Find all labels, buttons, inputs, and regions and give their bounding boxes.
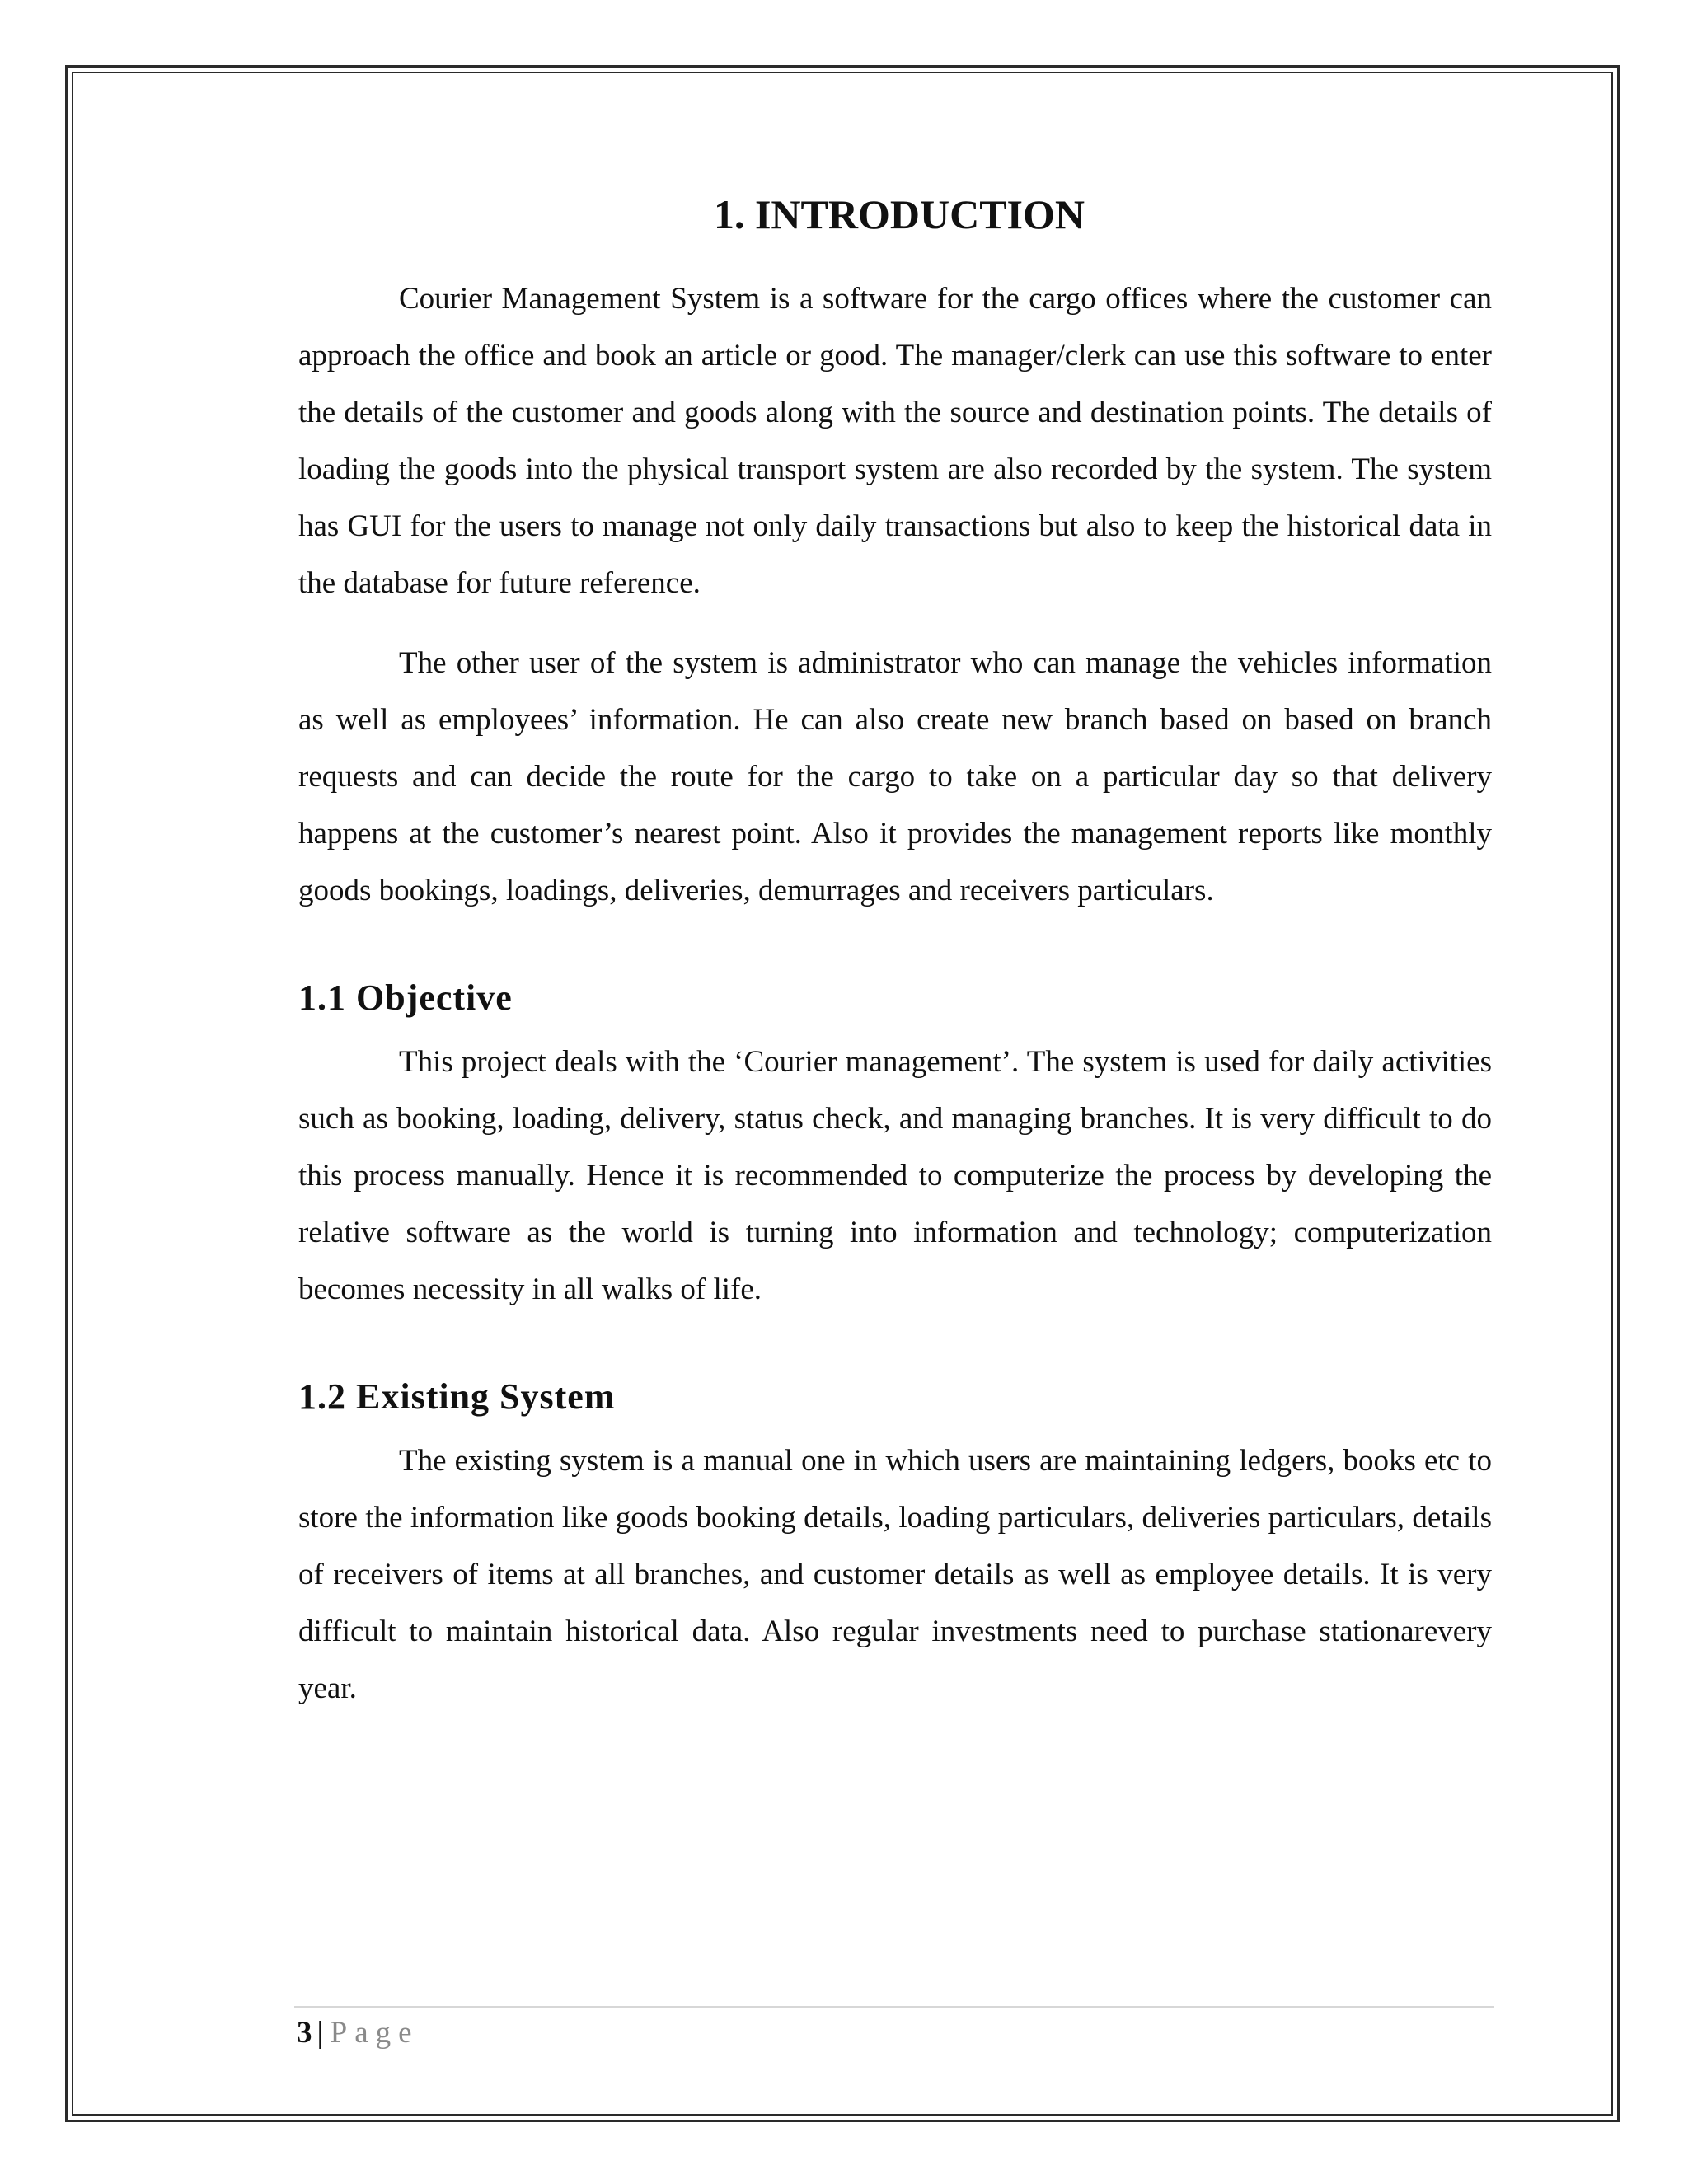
section-heading-existing-system: 1.2 Existing System <box>298 1376 616 1417</box>
intro-paragraph-2: The other user of the system is administrator who can manage the vehicles information as well as employees’ information. He can also create new branch based on based on branch requests and can decide the route for the cargo to take on a particular day so that delivery happens at the customer’s nearest point. Also it provides the management reports like monthly goods bookings, loadings, deliveries, demurrages and receivers particulars. <box>298 646 1492 907</box>
page-footer <box>297 2013 420 2054</box>
existing-system-paragraph: The existing system is a manual one in which users are maintaining ledgers, books etc to store the information like goods booking details, loading particulars, deliveries particulars, details of receivers of items at all branches, and customer details as well as employee details. It is very difficult to maintain historical data. Also regular investments need to purchase stationarevery year. <box>298 1443 1492 1705</box>
chapter-title: 1. INTRODUCTION <box>713 191 1085 237</box>
section-spacer <box>298 1341 1492 1376</box>
page-content <box>298 190 1492 1740</box>
section-spacer <box>298 942 1492 977</box>
objective-paragraph: This project deals with the ‘Courier management’. The system is used for daily activities such as booking, loading, delivery, status check, and managing branches. It is very difficult to do this process manually. Hence it is recommended to computerize the process by developing the relative software as the world is turning into information and technology; computerization becomes necessity in all walks of life. <box>298 1044 1492 1306</box>
page-label: Page <box>330 2016 420 2050</box>
section-heading-objective: 1.1 Objective <box>298 977 513 1018</box>
footer-divider <box>294 2006 1494 2008</box>
intro-paragraph-1: Courier Management System is a software for the cargo offices where the customer can approach the office and book an article or good. The manager/clerk can use this software to enter the details of the customer and goods along with the source and destination points. The details of loading the goods into the physical transport system are also recorded by the system. The system has GUI for the users to manage not only daily transactions but also to keep the historical data in the database for future reference. <box>298 282 1492 600</box>
footer-separator: | <box>316 2016 324 2050</box>
page-number: 3 <box>297 2016 312 2050</box>
